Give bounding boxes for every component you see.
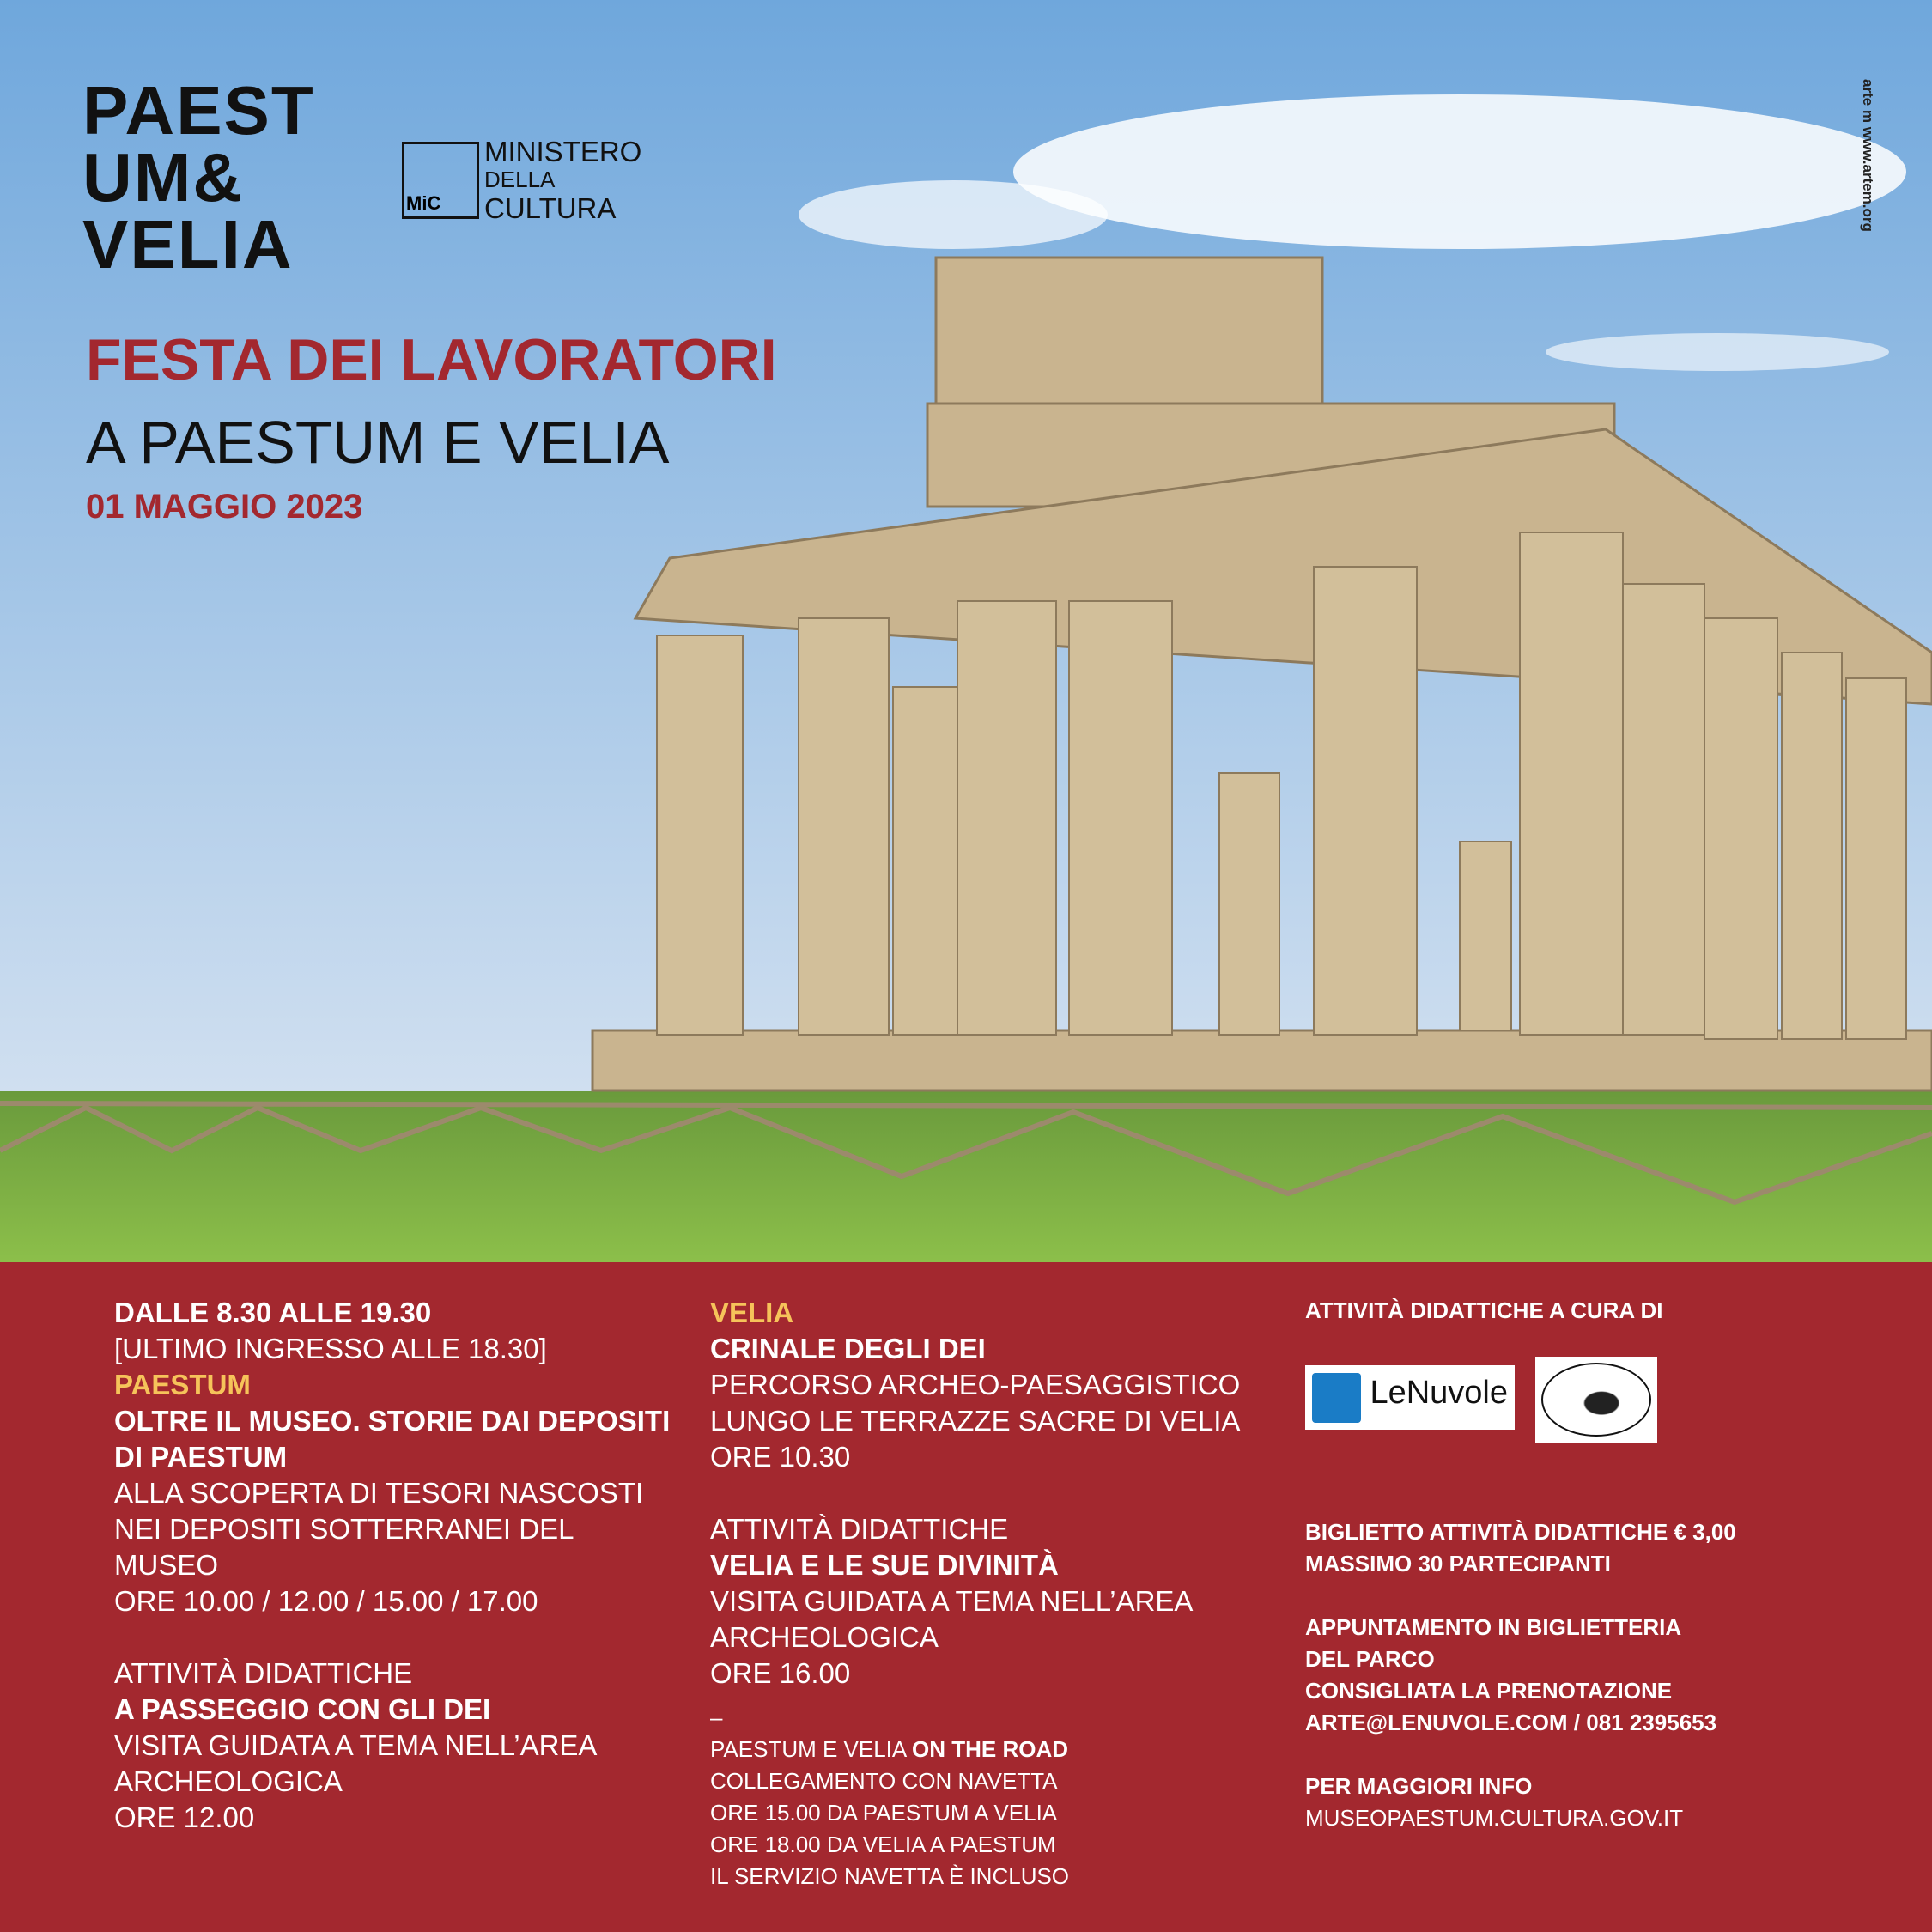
info-line: BIGLIETTO ATTIVITÀ DIDATTICHE € 3,00	[1305, 1519, 1736, 1545]
section-heading: PAESTUM	[114, 1369, 251, 1400]
logo-line: UM&	[82, 139, 245, 216]
activity-title: A PASSEGGIO CON GLI DEI	[114, 1693, 491, 1725]
activity-label: ATTIVITÀ DIDATTICHE	[114, 1657, 413, 1689]
info-column	[1305, 1295, 1838, 1838]
artem-credit: arte m www.artem.org	[1860, 79, 1876, 232]
activity-desc: VISITA GUIDATA A TEMA NELL’AREA	[114, 1729, 598, 1761]
hours: DALLE 8.30 ALLE 19.30	[114, 1297, 432, 1328]
road-label: PAESTUM E VELIA	[710, 1736, 913, 1762]
spacer	[114, 1619, 681, 1656]
activity-title: CRINALE DEGLI DEI	[710, 1333, 986, 1364]
lenuvole-logo	[1305, 1365, 1515, 1430]
winged-shoe-logo	[1535, 1357, 1657, 1443]
spacer	[1305, 1739, 1838, 1771]
ministero-cultura-logo	[402, 137, 641, 222]
winged-shoe-icon	[1541, 1363, 1651, 1437]
spacer	[1305, 1580, 1838, 1612]
activity-times: ORE 16.00	[710, 1657, 851, 1689]
activity-desc: MUSEO	[114, 1549, 219, 1581]
info-line: MASSIMO 30 PARTECIPANTI	[1305, 1551, 1611, 1577]
ministry-line: DELLA	[484, 167, 556, 192]
activity-times: ORE 10.30	[710, 1441, 851, 1473]
activity-desc: ARCHEOLOGICA	[114, 1765, 343, 1797]
road-line: ORE 18.00 DA VELIA A PAESTUM	[710, 1832, 1056, 1857]
section-heading: VELIA	[710, 1297, 794, 1328]
info-line: PER MAGGIORI INFO	[1305, 1773, 1533, 1799]
activity-desc: NEI DEPOSITI SOTTERRANEI DEL	[114, 1513, 574, 1545]
logo-line: VELIA	[82, 206, 294, 283]
on-the-road	[710, 1702, 1260, 1893]
spacer	[710, 1475, 1260, 1511]
activity-desc: LUNGO LE TERRAZZE SACRE DI VELIA	[710, 1405, 1241, 1437]
event-title: FESTA DEI LAVORATORI	[86, 327, 777, 392]
activity-desc: PERCORSO ARCHEO-PAESAGGISTICO	[710, 1369, 1241, 1400]
ministry-line: CULTURA	[484, 192, 617, 224]
partners-heading: ATTIVITÀ DIDATTICHE A CURA DI	[1305, 1297, 1663, 1323]
ministry-line: MINISTERO	[484, 136, 642, 167]
lenuvole-name: LeNuvole	[1370, 1374, 1508, 1411]
activity-title: DI PAESTUM	[114, 1441, 288, 1473]
road-line: COLLEGAMENTO CON NAVETTA	[710, 1768, 1058, 1794]
road-line: ORE 15.00 DA PAESTUM A VELIA	[710, 1800, 1058, 1826]
contact-line[interactable]: ARTE@LENUVOLE.COM / 081 2395653	[1305, 1710, 1717, 1735]
road-line: IL SERVIZIO NAVETTA È INCLUSO	[710, 1863, 1070, 1889]
event-subtitle: A PAESTUM E VELIA	[86, 409, 670, 476]
activity-title: OLTRE IL MUSEO. STORIE DAI DEPOSITI	[114, 1405, 671, 1437]
activity-desc: ARCHEOLOGICA	[710, 1621, 939, 1653]
activity-times: ORE 10.00 / 12.00 / 15.00 / 17.00	[114, 1585, 538, 1617]
cloud-icon	[1312, 1373, 1361, 1423]
activity-desc: ALLA SCOPERTA DI TESORI NASCOSTI	[114, 1477, 644, 1509]
dash: –	[710, 1704, 723, 1730]
last-entry: [ULTIMO INGRESSO ALLE 18.30]	[114, 1333, 547, 1364]
activity-times: ORE 12.00	[114, 1801, 255, 1833]
event-date: 01 MAGGIO 2023	[86, 488, 363, 526]
info-line: DEL PARCO	[1305, 1646, 1435, 1672]
logo-line: PAEST	[82, 72, 315, 149]
lenuvole-tagline: TEATRO ARTE SCIENZA	[1370, 1408, 1480, 1419]
paestum-velia-logo	[82, 72, 315, 283]
activity-label: ATTIVITÀ DIDATTICHE	[710, 1513, 1009, 1545]
activity-desc: VISITA GUIDATA A TEMA NELL’AREA	[710, 1585, 1194, 1617]
mic-emblem-icon	[402, 142, 479, 219]
website-link[interactable]: MUSEOPAESTUM.CULTURA.GOV.IT	[1305, 1805, 1684, 1831]
info-line: APPUNTAMENTO IN BIGLIETTERIA	[1305, 1614, 1682, 1640]
paestum-column	[114, 1295, 681, 1836]
info-line: CONSIGLIATA LA PRENOTAZIONE	[1305, 1678, 1673, 1704]
mic-abbr: MiC	[406, 191, 441, 214]
road-label-bold: ON THE ROAD	[912, 1736, 1069, 1762]
velia-column	[710, 1295, 1260, 1893]
activity-title: VELIA E LE SUE DIVINITÀ	[710, 1549, 1059, 1581]
